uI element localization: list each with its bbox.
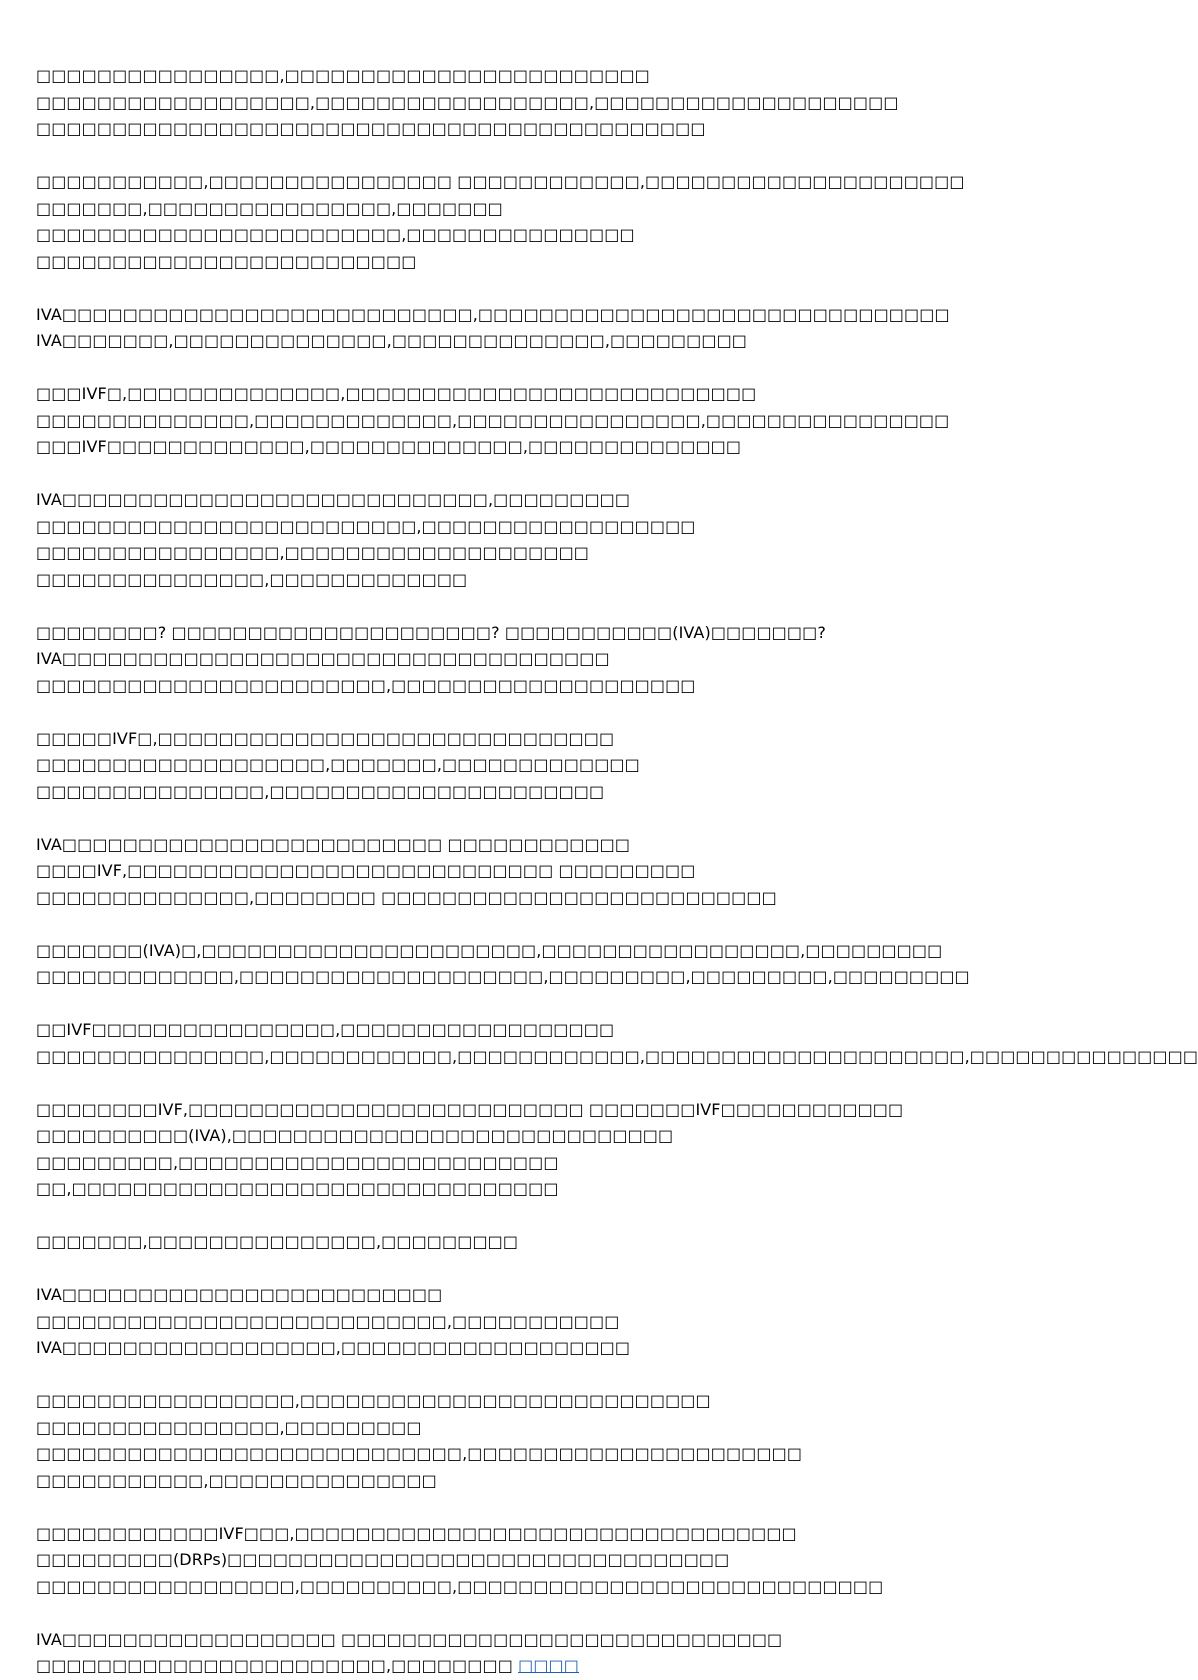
- paragraph-5: IVA□□□□□□□□□□□□□□□□□□□□□□□□□□□□,□□□□□□□□□ □□□□□□□□□□□□□□□□□□□□□□□□□,□□□□□□□□□□□□□□□□□□ □□□□□□□□□□□□□□□□,□□□□□□□□□□□□□□□□□□□□ □□□□□□□□□□□□□□□,□□□□□□□□□□□□□: [36, 490, 696, 589]
- paragraph-8: IVA□□□□□□□□□□□□□□□□□□□□□□□□□ □□□□□□□□□□□□ □□□□IVF,□□□□□□□□□□□□□□□□□□□□□□□□□□□□ □□□□□□□□□ □□□□□□□□□□□□□□,□□□□□□□□ □□□□□□□□□□□□□□□□□□□□□□□□□□: [36, 834, 777, 907]
- paragraph-3: IVA□□□□□□□□□□□□□□□□□□□□□□□□□□□,□□□□□□□□□□□□□□□□□□□□□□□□□□□□□□□ IVA□□□□□□□,□□□□□□□□□□□□□□,□□□□□□□□□□□□□□,□□□□□□□□□: [36, 304, 950, 350]
- last-paragraph-text: IVA□□□□□□□□□□□□□□□□□□ □□□□□□□□□□□□□□□□□□□□□□□□□□□□□ □□□□□□□□□□□□□□□□□□□□□□□,□□□□□□□□: [36, 1629, 783, 1675]
- paragraph-13: IVA□□□□□□□□□□□□□□□□□□□□□□□□□ □□□□□□□□□□□□□□□□□□□□□□□□□□□,□□□□□□□□□□□ IVA□□□□□□□□□□□□□□□□□□,□□□□□□□□□□□□□□□□□□□: [36, 1285, 631, 1357]
- paragraph-15: □□□□□□□□□□□□IVF□□□,□□□□□□□□□□□□□□□□□□□□□□□□□□□□□□□□□ □□□□□□□□□(DRPs)□□□□□□□□□□□□□□□□□□□□□□□□□□□□□□□□□ □□□□□□□□□□□□□□□□□,□□□□□□□□□□,□□□□□□□□□□□□□□□□□□□□□□□□□□□□: [36, 1523, 884, 1596]
- paragraph-7: □□□□□IVF□,□□□□□□□□□□□□□□□□□□□□□□□□□□□□□□ □□□□□□□□□□□□□□□□□□□,□□□□□□□,□□□□□□□□□□□□□ □□□□□□□□□□□□□□□,□□□□□□□□□□□□□□□□□□□□□□: [36, 728, 640, 801]
- paragraph-1: □□□□□□□□□□□□□□□□,□□□□□□□□□□□□□□□□□□□□□□□□ □□□□□□□□□□□□□□□□□□,□□□□□□□□□□□□□□□□□□,□□□□□□□□□□□□□□□□□□□□ □□□□□□□□□□□□□□□□□□□□□□□□□□□□□□□□□□□□□□□□□□□□: [36, 66, 899, 138]
- paragraph-9: □□□□□□□(IVA)□,□□□□□□□□□□□□□□□□□□□□□□,□□□□□□□□□□□□□□□□□,□□□□□□□□□ □□□□□□□□□□□□□,□□□□□□□□□□□□□□□□□□□□,□□□□□□□□□,□□□□□□□□□,□□□□□□□□□: [36, 940, 970, 986]
- paragraph-14: □□□□□□□□□□□□□□□□□,□□□□□□□□□□□□□□□□□□□□□□□□□□□ □□□□□□□□□□□□□□□□,□□□□□□□□□ □□□□□□□□□□□□□□□□□□□□□□□□□□□□,□□□□□□□□□□□□□□□□□□□□□□ □□□□□□□□□□□,□□□□□□□□□□□□□□□: [36, 1391, 803, 1490]
- read-more-link[interactable]: □□□□: [518, 1656, 579, 1675]
- paragraph-2: □□□□□□□□□□□,□□□□□□□□□□□□□□□□ □□□□□□□□□□□□,□□□□□□□□□□□□□□□□□□□□□ □□□□□□□,□□□□□□□□□□□□□□□□,□□□□□□□ □□□□□□□□□□□□□□□□□□□□□□□□,□□□□□□□□□□□□□□□ □□□□□□□□□□□□□□□□□□□□□□□□□: [36, 172, 965, 271]
- paragraph-6: □□□□□□□□? □□□□□□□□□□□□□□□□□□□□□? □□□□□□□□□□□(IVA)□□□□□□□? IVA□□□□□□□□□□□□□□□□□□□□□□□□□□□□□□□□□□□□ □□□□□□□□□□□□□□□□□□□□□□□,□□□□□□□□□□□□□□□□□□□□: [36, 622, 826, 695]
- paragraph-last: [36, 1627, 988, 1680]
- paragraph-12: □□□□□□□,□□□□□□□□□□□□□□□,□□□□□□□□□: [36, 1232, 519, 1251]
- paragraph-4: □□□IVF□,□□□□□□□□□□□□□□,□□□□□□□□□□□□□□□□□□□□□□□□□□□ □□□□□□□□□□□□□□,□□□□□□□□□□□□□,□□□□□□□□□□□□□□□□,□□□□□□□□□□□□□□□□ □□□IVF□□□□□□□□□□□□□,□□□□□□□□□□□□□□,□□□□□□□□□□□□□□: [36, 384, 950, 456]
- paragraph-11: □□□□□□□□IVF,□□□□□□□□□□□□□□□□□□□□□□□□□□ □□□□□□□IVF□□□□□□□□□□□□ □□□□□□□□□□(IVA),□□□□□□□□□□□□□□□□□□□□□□□□□□□□□ □□□□□□□□□,□□□□□□□□□□□□□□□□□□□□□□□□□ □□,□□□□□□□□□□□□□□□□□□□□□□□□□□□□□□□□: [36, 1099, 904, 1198]
- paragraph-10: □□IVF□□□□□□□□□□□□□□□□,□□□□□□□□□□□□□□□□□□ □□□□□□□□□□□□□□□,□□□□□□□□□□□□,□□□□□□□□□□□□,□□□□□□□□□□□□□□□□□□□□□,□□□□□□□□□□□□□□□: [36, 1020, 1198, 1066]
